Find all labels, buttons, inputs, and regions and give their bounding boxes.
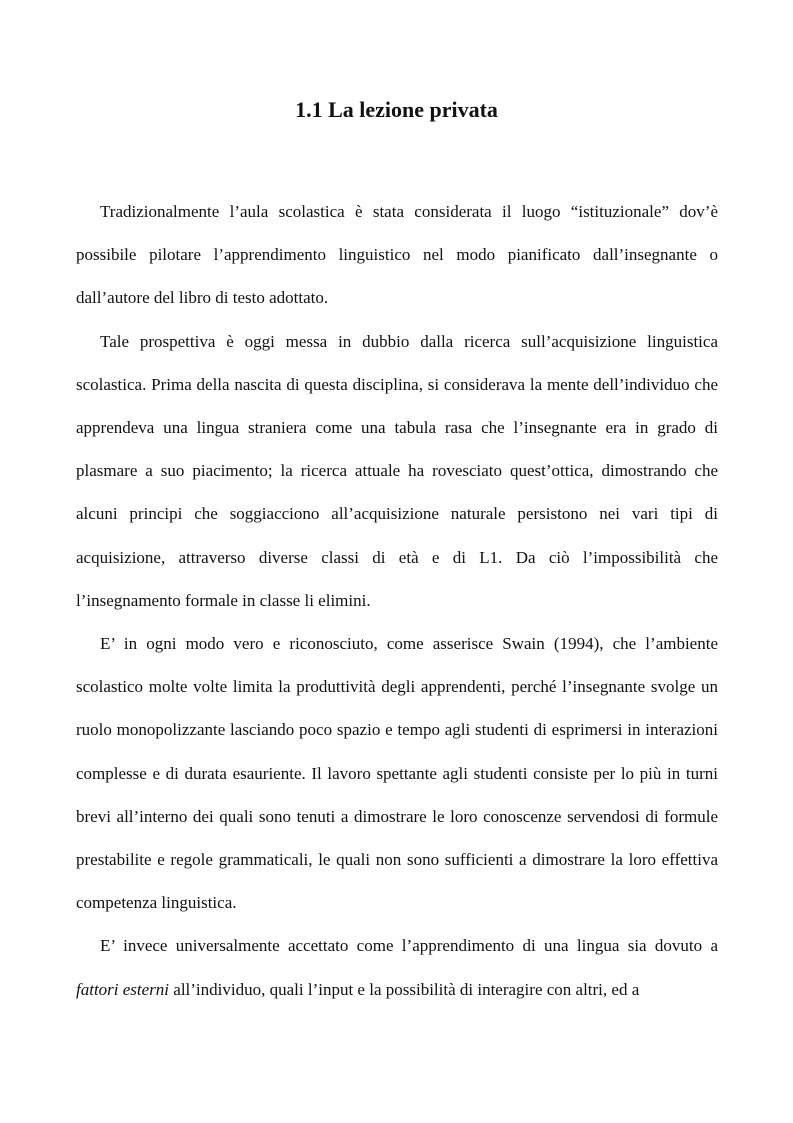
paragraph-swain-classroom-limits: E’ in ogni modo vero e riconosciuto, come asserisce Swain (1994), che l’ambiente scolastico molte volte limita la produttività degli apprendenti, perché l’insegnante svolge un ruolo monopolizzante lasciando poco spazio e tempo agli studenti di esprimersi in interazioni complesse e di durata esauriente. Il lavoro spettante agli studenti consiste per lo più in turni brevi all’interno dei quali sono tenuti a dimostrare le loro conoscenze servendosi di formule prestabilite e regole grammaticali, le quali non sono sufficienti a dimostrare la loro effettiva competenza linguistica. <box>76 634 718 913</box>
paragraph-external-factors-start: E’ invece universalmente accettato come l’apprendimento di una lingua sia dovuto a <box>100 936 718 956</box>
paragraph-external-factors-end: all’individuo, quali l’input e la possibilità di interagire con altri, ed a <box>169 979 640 999</box>
emphasized-term: fattori esterni <box>76 979 170 999</box>
body-text <box>76 190 718 1011</box>
paragraph-traditional-classroom: Tradizionalmente l’aula scolastica è stata considerata il luogo “istituzionale” dov’è possibile pilotare l’apprendimento linguistico nel modo pianificato dall’insegnante o dall’autore del libro di testo adottato. <box>76 202 718 308</box>
section-title: 1.1 La lezione privata <box>295 97 498 122</box>
paragraph-external-factors <box>76 924 718 1010</box>
paragraph-research-perspective: Tale prospettiva è oggi messa in dubbio dalla ricerca sull’acquisizione linguistica scolastica. Prima della nascita di questa disciplina, si considerava la mente dell’individuo che apprendeva una lingua straniera come una tabula rasa che l’insegnante era in grado di plasmare a suo piacimento; la ricerca attuale ha rovesciato quest’ottica, dimostrando che alcuni principi che soggiacciono all’acquisizione naturale persistono nei vari tipi di acquisizione, attraverso diverse classi di età e di L1. Da ciò l’impossibilità che l’insegnamento formale in classe li elimini. <box>76 331 718 610</box>
